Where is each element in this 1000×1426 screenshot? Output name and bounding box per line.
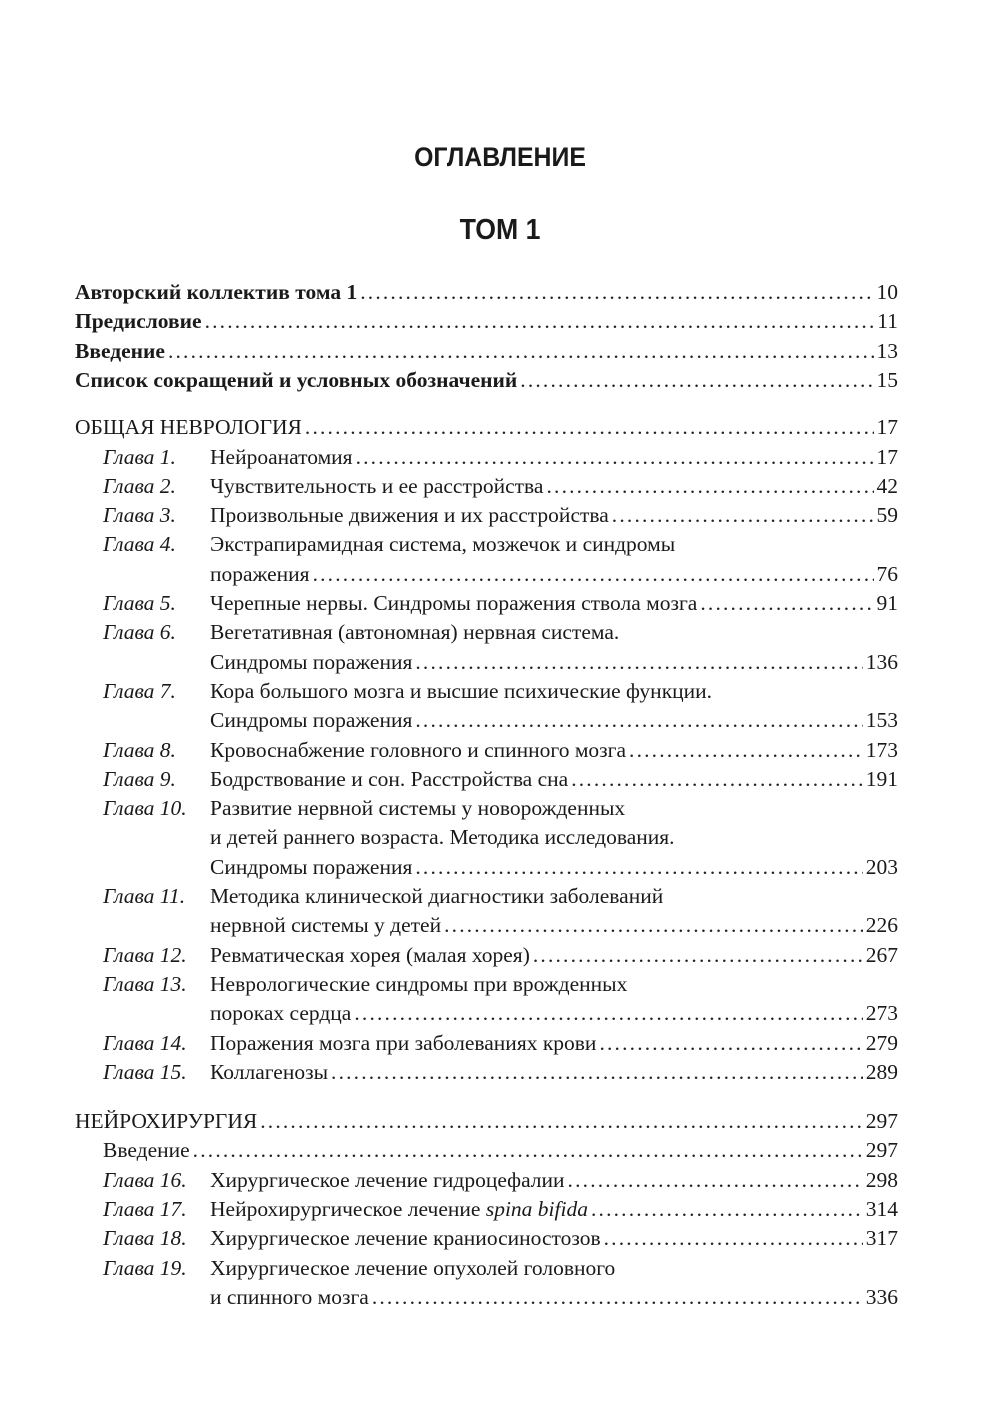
leader-dots: [260, 1108, 863, 1134]
toc-entry[interactable]: [75, 1134, 898, 1163]
page-number: 10: [876, 280, 898, 304]
chapter-entry-continuation[interactable]: [75, 851, 898, 880]
entry-title: Хирургическое лечение опухолей головного: [210, 1255, 616, 1280]
entry-title: Хирургическое лечение краниосиностозов: [210, 1226, 601, 1251]
entry-title: Развитие нервной системы у новорожденных: [210, 796, 626, 821]
entry-title: Список сокращений и условных обозначений: [75, 367, 518, 392]
leader-dots: [331, 1059, 863, 1085]
page-number: 13: [876, 338, 898, 363]
chapter-label: Глава 14.: [103, 1030, 187, 1055]
entry-title: пороках сердца: [210, 1001, 352, 1026]
leader-dots: [533, 942, 863, 968]
chapter-label: Глава 13.: [103, 971, 187, 996]
chapter-label: Глава 15.: [103, 1059, 187, 1084]
chapter-entry[interactable]: [75, 939, 898, 968]
chapter-label: Глава 7.: [103, 678, 176, 703]
entry-title: и детей раннего возраста. Методика исследования.: [210, 825, 675, 850]
chapter-label: Глава 17.: [103, 1197, 187, 1221]
chapter-entry[interactable]: [75, 792, 898, 821]
page-number: 297: [865, 1109, 898, 1134]
entry-title: Коллагенозы: [210, 1059, 329, 1084]
chapter-entry[interactable]: [75, 470, 898, 499]
entry-title: НЕЙРОХИРУРГИЯ: [75, 1109, 258, 1134]
entry-title: Введение: [103, 1138, 190, 1163]
section-heading[interactable]: [75, 1105, 898, 1134]
entry-title: и спинного мозга: [210, 1284, 369, 1309]
leader-dots: [568, 1167, 863, 1193]
chapter-entry[interactable]: [75, 1222, 898, 1251]
chapter-entry[interactable]: [75, 528, 898, 557]
toc-entry[interactable]: [75, 305, 898, 334]
toc-entry[interactable]: [75, 335, 898, 364]
chapter-label: Глава 4.: [103, 532, 176, 557]
chapter-entry[interactable]: [75, 1193, 898, 1222]
chapter-label: Глава 3.: [103, 503, 176, 528]
chapter-entry-continuation[interactable]: [75, 646, 898, 675]
leader-dots: [313, 561, 874, 587]
page-number: 173: [865, 737, 898, 762]
chapter-label: Глава 18.: [103, 1226, 187, 1251]
leader-dots: [168, 338, 874, 364]
page-number: 336: [865, 1284, 898, 1309]
chapter-entry[interactable]: [75, 675, 898, 704]
chapter-label: Глава 8.: [103, 737, 176, 762]
chapter-entry[interactable]: [75, 1164, 898, 1193]
entry-title: Кора большого мозга и высшие психические функции.: [210, 678, 713, 703]
page-number: 314: [865, 1197, 898, 1221]
chapter-label: Глава 9.: [103, 766, 176, 791]
chapter-entry[interactable]: [75, 499, 898, 528]
entry-title: Черепные нервы. Синдромы поражения ствола мозга: [210, 591, 698, 615]
page-number: 273: [865, 1001, 898, 1026]
entry-title: Хирургическое лечение гидроцефалии: [210, 1167, 565, 1192]
entry-title: Чувствительность и ее расстройства: [210, 473, 544, 498]
page-title: ОГЛАВЛЕНИЕ: [414, 142, 586, 172]
leader-dots: [700, 590, 873, 616]
page-number: 91: [876, 591, 898, 615]
volume-title: ТОМ 1: [459, 214, 541, 246]
chapter-entry[interactable]: [75, 880, 898, 909]
leader-dots: [305, 414, 874, 440]
entry-title: Произвольные движения и их расстройства: [210, 503, 609, 528]
leader-dots: [444, 912, 863, 938]
toc-entry[interactable]: [75, 364, 898, 393]
leader-dots: [629, 737, 863, 763]
page-number: 153: [865, 708, 898, 733]
leader-dots: [372, 1284, 863, 1310]
leader-dots: [415, 649, 862, 675]
page-number: 76: [876, 561, 898, 586]
entry-title: поражения: [210, 561, 310, 586]
toc-entry[interactable]: [75, 276, 898, 305]
entry-title: Синдромы поражения: [210, 649, 413, 674]
section-heading[interactable]: [75, 411, 898, 440]
chapter-entry[interactable]: [75, 1056, 898, 1085]
leader-dots: [520, 367, 873, 393]
entry-title: Предисловие: [75, 309, 202, 334]
page-number: 11: [877, 309, 898, 334]
page-number: 17: [876, 415, 898, 440]
leader-dots: [356, 444, 874, 470]
page-number: 15: [876, 367, 898, 392]
entry-title: нервной системы у детей: [210, 913, 442, 938]
leader-dots: [360, 279, 873, 305]
chapter-label: Глава 2.: [103, 473, 176, 498]
leader-dots: [546, 473, 873, 499]
leader-dots: [205, 308, 875, 334]
chapter-entry-continuation[interactable]: [75, 821, 898, 850]
page-number: 279: [865, 1030, 898, 1055]
chapter-entry[interactable]: [75, 441, 898, 470]
entry-title: Экстрапирамидная система, мозжечок и синдромы: [210, 532, 676, 557]
chapter-entry[interactable]: [75, 1252, 898, 1281]
chapter-entry-continuation[interactable]: [75, 1281, 898, 1310]
entry-title: Кровоснабжение головного и спинного мозга: [210, 737, 627, 762]
page-number: 136: [865, 649, 898, 674]
latin-term: spina bifida: [485, 1197, 588, 1221]
page-number: 17: [876, 444, 898, 469]
leader-dots: [415, 854, 862, 880]
entry-title: Нейрохирургическое лечение spina bifida: [210, 1197, 588, 1221]
entry-title: Синдромы поражения: [210, 708, 413, 733]
page-number: 191: [865, 766, 898, 791]
chapter-entry-continuation[interactable]: [75, 704, 898, 733]
leader-dots: [354, 1000, 862, 1026]
leader-dots: [604, 1225, 863, 1251]
chapter-entry[interactable]: [75, 587, 898, 616]
chapter-entry[interactable]: [75, 968, 898, 997]
chapter-label: Глава 5.: [103, 591, 176, 615]
entry-title: Нейроанатомия: [210, 444, 353, 469]
chapter-label: Глава 6.: [103, 620, 176, 645]
page-number: 42: [876, 473, 898, 498]
leader-dots: [193, 1137, 863, 1163]
chapter-entry[interactable]: [75, 734, 898, 763]
chapter-label: Глава 16.: [103, 1167, 187, 1192]
chapter-label: Глава 19.: [103, 1255, 187, 1280]
entry-title: Методика клинической диагностики заболеваний: [210, 884, 664, 908]
chapter-label: Глава 12.: [103, 942, 187, 967]
chapter-label: Глава 11.: [103, 884, 186, 908]
chapter-entry[interactable]: [75, 1027, 898, 1056]
page-number: 297: [865, 1138, 898, 1163]
page-number: 59: [876, 503, 898, 528]
chapter-entry-continuation[interactable]: [75, 909, 898, 938]
entry-title: ОБЩАЯ НЕВРОЛОГИЯ: [75, 415, 302, 440]
leader-dots: [571, 766, 863, 792]
entry-title: Синдромы поражения: [210, 854, 413, 879]
chapter-entry[interactable]: [75, 763, 898, 792]
entry-title: Неврологические синдромы при врожденных: [210, 971, 628, 996]
leader-dots: [591, 1196, 863, 1222]
page-number: 267: [865, 942, 898, 967]
chapter-entry-continuation[interactable]: [75, 558, 898, 587]
chapter-label: Глава 10.: [103, 796, 187, 821]
leader-dots: [415, 707, 862, 733]
chapter-entry-continuation[interactable]: [75, 997, 898, 1026]
leader-dots: [612, 502, 874, 528]
entry-title: Поражения мозга при заболеваниях крови: [210, 1030, 597, 1055]
entry-title: Вегетативная (автономная) нервная система.: [210, 620, 620, 645]
page-number: 203: [865, 854, 898, 879]
chapter-label: Глава 1.: [103, 444, 176, 469]
page-number: 289: [865, 1059, 898, 1084]
entry-title: Авторский коллектив тома 1: [75, 280, 358, 304]
page-number: 298: [865, 1167, 898, 1192]
leader-dots: [599, 1030, 862, 1056]
entry-title: Бодрствование и сон. Расстройства сна: [210, 766, 569, 791]
page-number: 317: [865, 1226, 898, 1251]
page-number: 226: [865, 913, 898, 938]
entry-title: Ревматическая хорея (малая хорея): [210, 942, 530, 967]
entry-title: Введение: [75, 338, 165, 363]
chapter-entry[interactable]: [75, 616, 898, 645]
